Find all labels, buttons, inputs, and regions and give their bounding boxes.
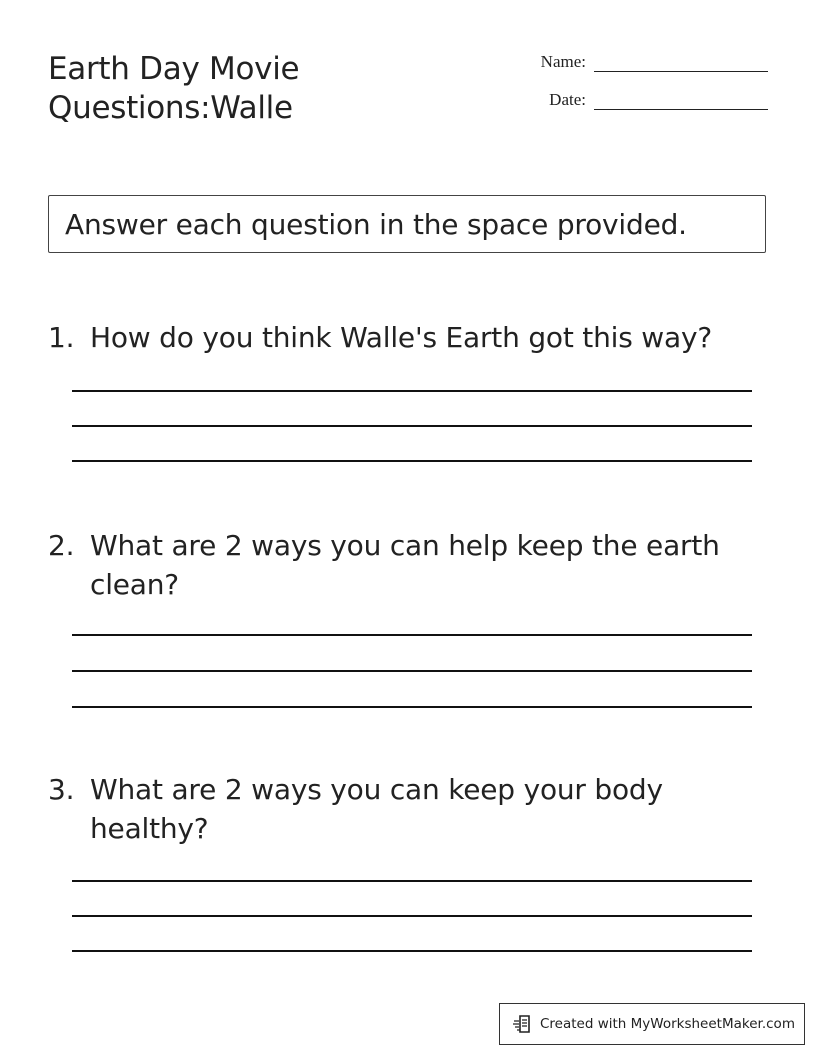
footer-text: Created with MyWorksheetMaker.com	[540, 1016, 795, 1032]
answer-line[interactable]	[72, 425, 752, 427]
date-blank-line[interactable]	[594, 91, 768, 110]
question-number: 1.	[48, 321, 75, 354]
question-text: What are 2 ways you can keep your body healthy?	[90, 773, 663, 845]
instructions-text: Answer each question in the space provided.	[65, 207, 687, 241]
date-label: Date:	[549, 90, 586, 109]
question-2	[48, 526, 766, 604]
name-blank-line[interactable]	[594, 53, 768, 72]
question-text: What are 2 ways you can help keep the earth clean?	[90, 529, 720, 601]
name-label: Name:	[540, 52, 586, 71]
answer-line[interactable]	[72, 950, 752, 952]
question-number: 2.	[48, 529, 75, 562]
date-field[interactable]	[549, 90, 768, 110]
answer-line[interactable]	[72, 390, 752, 392]
question-text: How do you think Walle's Earth got this way?	[90, 321, 712, 354]
answer-line[interactable]	[72, 880, 752, 882]
instructions-box	[48, 195, 766, 253]
name-field[interactable]	[541, 52, 768, 72]
worksheet-title	[48, 50, 378, 128]
worksheet-maker-logo-icon	[512, 1013, 534, 1035]
answer-line[interactable]	[72, 460, 752, 462]
title-line-2: Questions:Walle	[48, 90, 293, 126]
answer-line[interactable]	[72, 670, 752, 672]
question-1	[48, 318, 766, 357]
title-line-1: Earth Day Movie	[48, 51, 300, 87]
answer-line[interactable]	[72, 706, 752, 708]
question-3	[48, 770, 766, 848]
footer-credit-badge	[499, 1003, 805, 1045]
question-number: 3.	[48, 773, 75, 806]
answer-line[interactable]	[72, 634, 752, 636]
answer-line[interactable]	[72, 915, 752, 917]
